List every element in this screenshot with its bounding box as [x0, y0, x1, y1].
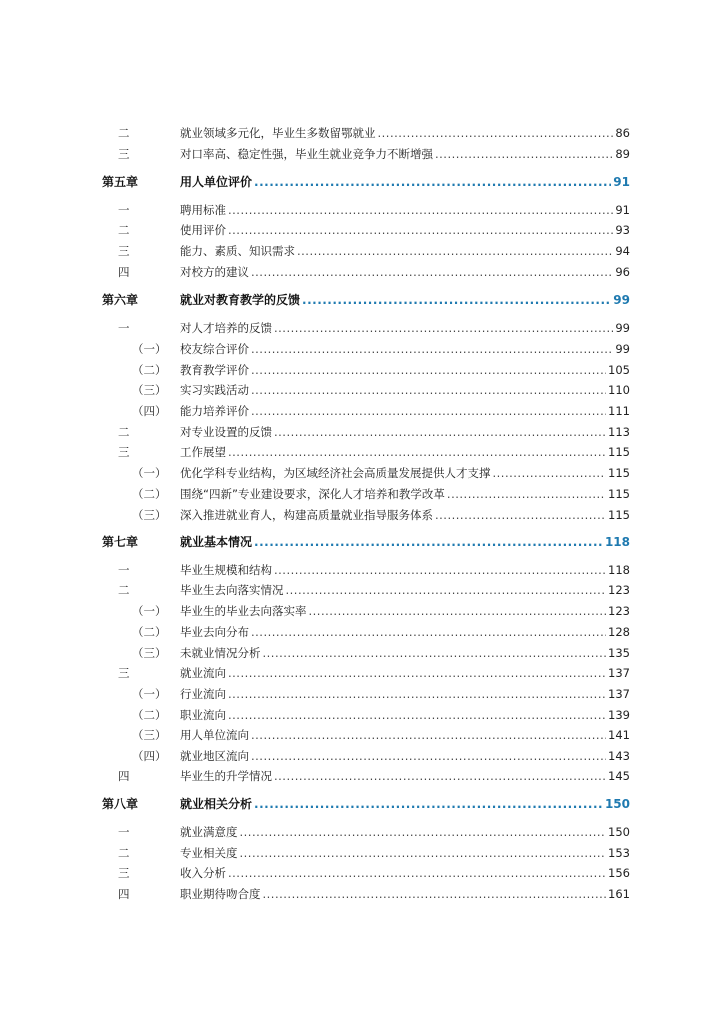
dot-leader: [228, 220, 613, 240]
dot-leader: [435, 505, 606, 525]
toc-entry[interactable]: [0, 663, 724, 683]
toc-entry-page-number: 115: [608, 487, 630, 501]
toc-entry[interactable]: [0, 822, 724, 842]
dot-leader: [228, 663, 606, 683]
toc-entry-page-number: 111: [608, 404, 630, 418]
toc-entry-page-number: 143: [608, 749, 630, 763]
dot-leader: [228, 863, 606, 883]
toc-entry-title: 就业地区流向: [180, 749, 249, 763]
toc-chapter-entry[interactable]: [0, 794, 724, 814]
toc-entry[interactable]: [0, 560, 724, 580]
toc-entry-number: 三: [118, 147, 130, 161]
toc-entry-number: 一: [118, 203, 130, 217]
toc-entry[interactable]: [0, 705, 724, 725]
toc-entry-page-number: 94: [615, 244, 630, 258]
toc-entry-page-number: 123: [608, 583, 630, 597]
dot-leader: [251, 725, 606, 745]
toc-entry[interactable]: [0, 360, 724, 380]
toc-entry-title: 校友综合评价: [180, 342, 249, 356]
toc-entry-page-number: 115: [608, 466, 630, 480]
toc-entry-page-number: 141: [608, 728, 630, 742]
toc-entry-number: （三）: [132, 646, 167, 660]
dot-leader: [274, 318, 613, 338]
toc-entry-title: 就业流向: [180, 666, 226, 680]
toc-entry-number: （一）: [132, 604, 167, 618]
toc-entry-title: 深入推进就业育人，构建高质量就业指导服务体系: [180, 508, 433, 522]
toc-entry-title: 毕业生规模和结构: [180, 563, 272, 577]
toc-entry-title: 使用评价: [180, 223, 226, 237]
toc-entry-number: （二）: [132, 487, 167, 501]
toc-entry-number: 第六章: [102, 293, 139, 307]
toc-entry-title: 专业相关度: [180, 846, 238, 860]
toc-entry-number: （三）: [132, 728, 167, 742]
toc-entry-title: 用人单位流向: [180, 728, 249, 742]
toc-entry-page-number: 145: [608, 769, 630, 783]
toc-entry-page-number: 91: [615, 203, 630, 217]
dot-leader: [274, 766, 606, 786]
toc-entry[interactable]: [0, 884, 724, 904]
toc-entry-number: （二）: [132, 363, 167, 377]
toc-entry-page-number: 115: [608, 445, 630, 459]
toc-entry-title: 毕业生去向落实情况: [180, 583, 284, 597]
dot-leader: [251, 401, 606, 421]
toc-entry-number: （四）: [132, 404, 167, 418]
toc-entry[interactable]: [0, 746, 724, 766]
toc-entry-title: 行业流向: [180, 687, 226, 701]
toc-entry-page-number: 128: [608, 625, 630, 639]
dot-leader: [251, 262, 613, 282]
toc-entry-number: 一: [118, 825, 130, 839]
toc-entry-page-number: 110: [608, 383, 630, 397]
toc-entry-page-number: 96: [615, 265, 630, 279]
toc-entry-number: （三）: [132, 383, 167, 397]
toc-entry-title: 对专业设置的反馈: [180, 425, 272, 439]
toc-entry-title: 就业领域多元化，毕业生多数留鄂就业: [180, 126, 376, 140]
toc-entry-number: 第八章: [102, 797, 139, 811]
dot-leader: [251, 622, 606, 642]
toc-entry-number: 四: [118, 887, 130, 901]
dot-leader: [251, 360, 606, 380]
dot-leader: [302, 290, 611, 310]
toc-entry-page-number: 113: [608, 425, 630, 439]
toc-entry-number: 四: [118, 769, 130, 783]
toc-entry-page-number: 137: [608, 666, 630, 680]
toc-entry-number: 第五章: [102, 175, 139, 189]
dot-leader: [228, 705, 606, 725]
toc-entry-page-number: 105: [608, 363, 630, 377]
toc-chapter-entry[interactable]: [0, 172, 724, 192]
dot-leader: [263, 643, 607, 663]
toc-entry-title: 就业对教育教学的反馈: [180, 293, 301, 307]
dot-leader: [240, 822, 607, 842]
toc-entry-title: 能力、素质、知识需求: [180, 244, 295, 258]
dot-leader: [493, 463, 607, 483]
dot-leader: [228, 200, 613, 220]
toc-entry-title: 收入分析: [180, 866, 226, 880]
toc-entry[interactable]: [0, 144, 724, 164]
toc-entry[interactable]: [0, 339, 724, 359]
toc-entry-number: 二: [118, 223, 130, 237]
toc-entry-title: 聘用标准: [180, 203, 226, 217]
toc-entry-page-number: 118: [604, 535, 630, 549]
toc-entry-number: 一: [118, 563, 130, 577]
toc-entry[interactable]: [0, 200, 724, 220]
toc-entry-page-number: 123: [608, 604, 630, 618]
toc-entry-title: 能力培养评价: [180, 404, 249, 418]
toc-entry-number: 三: [118, 244, 130, 258]
toc-entry-page-number: 99: [615, 321, 630, 335]
dot-leader: [254, 794, 603, 814]
toc-entry[interactable]: [0, 123, 724, 143]
toc-entry-title: 围绕“四新”专业建设要求，深化人才培养和教学改革: [180, 487, 445, 501]
toc-entry-number: 三: [118, 445, 130, 459]
toc-entry[interactable]: [0, 843, 724, 863]
toc-entry-number: 二: [118, 846, 130, 860]
toc-entry-title: 毕业去向分布: [180, 625, 249, 639]
toc-entry[interactable]: [0, 442, 724, 462]
toc-entry-number: （四）: [132, 749, 167, 763]
toc-entry-number: 三: [118, 666, 130, 680]
toc-entry-title: 优化学科专业结构，为区域经济社会高质量发展提供人才支撑: [180, 466, 491, 480]
toc-entry-title: 就业相关分析: [180, 797, 253, 811]
toc-entry-page-number: 118: [608, 563, 630, 577]
toc-entry-page-number: 86: [615, 126, 630, 140]
toc-entry[interactable]: [0, 643, 724, 663]
dot-leader: [228, 684, 606, 704]
toc-entry[interactable]: [0, 220, 724, 240]
toc-entry[interactable]: [0, 318, 724, 338]
toc-entry[interactable]: [0, 505, 724, 525]
toc-entry-page-number: 89: [615, 147, 630, 161]
toc-entry-number: （一）: [132, 466, 167, 480]
toc-entry-number: （二）: [132, 625, 167, 639]
toc-entry-page-number: 137: [608, 687, 630, 701]
toc-entry-number: 第七章: [102, 535, 139, 549]
dot-leader: [251, 746, 606, 766]
toc-entry-number: 一: [118, 321, 130, 335]
toc-entry-title: 教育教学评价: [180, 363, 249, 377]
dot-leader: [435, 144, 613, 164]
toc-entry-page-number: 139: [608, 708, 630, 722]
dot-leader: [254, 532, 603, 552]
toc-chapter-entry[interactable]: [0, 532, 724, 552]
toc-entry-number: （二）: [132, 708, 167, 722]
toc-entry-title: 对人才培养的反馈: [180, 321, 272, 335]
toc-entry[interactable]: [0, 380, 724, 400]
dot-leader: [274, 422, 606, 442]
toc-entry-number: 三: [118, 866, 130, 880]
dot-leader: [228, 442, 606, 462]
dot-leader: [309, 601, 607, 621]
dot-leader: [297, 241, 613, 261]
toc-entry-title: 毕业生的毕业去向落实率: [180, 604, 307, 618]
toc-entry[interactable]: [0, 622, 724, 642]
dot-leader: [447, 484, 606, 504]
toc-entry-page-number: 156: [608, 866, 630, 880]
toc-entry-page-number: 91: [613, 175, 630, 189]
toc-entry-page-number: 93: [615, 223, 630, 237]
toc-entry-title: 毕业生的升学情况: [180, 769, 272, 783]
toc-entry[interactable]: [0, 422, 724, 442]
toc-entry-number: 二: [118, 583, 130, 597]
toc-entry[interactable]: [0, 684, 724, 704]
dot-leader: [251, 339, 613, 359]
toc-entry-title: 用人单位评价: [180, 175, 253, 189]
dot-leader: [378, 123, 614, 143]
toc-entry-number: 二: [118, 126, 130, 140]
toc-entry-number: 二: [118, 425, 130, 439]
toc-entry-title: 对校方的建议: [180, 265, 249, 279]
toc-entry-title: 就业满意度: [180, 825, 238, 839]
toc-entry-page-number: 115: [608, 508, 630, 522]
toc-entry-page-number: 99: [613, 293, 630, 307]
toc-entry-number: （一）: [132, 687, 167, 701]
toc-entry-page-number: 153: [608, 846, 630, 860]
toc-entry-number: （一）: [132, 342, 167, 356]
toc-entry-page-number: 161: [608, 887, 630, 901]
toc-entry[interactable]: [0, 463, 724, 483]
toc-entry-page-number: 150: [604, 797, 630, 811]
dot-leader: [286, 580, 607, 600]
toc-entry[interactable]: [0, 601, 724, 621]
toc-entry-title: 工作展望: [180, 445, 226, 459]
toc-entry-title: 职业期待吻合度: [180, 887, 261, 901]
dot-leader: [240, 843, 607, 863]
dot-leader: [254, 172, 611, 192]
toc-entry-page-number: 99: [615, 342, 630, 356]
toc-entry-title: 对口率高、稳定性强，毕业生就业竞争力不断增强: [180, 147, 433, 161]
toc-entry[interactable]: [0, 580, 724, 600]
toc-entry[interactable]: [0, 484, 724, 504]
dot-leader: [263, 884, 607, 904]
toc-entry-title: 实习实践活动: [180, 383, 249, 397]
toc-entry-title: 未就业情况分析: [180, 646, 261, 660]
toc-chapter-entry[interactable]: [0, 290, 724, 310]
toc-entry[interactable]: [0, 262, 724, 282]
toc-entry[interactable]: [0, 241, 724, 261]
toc-entry-number: （三）: [132, 508, 167, 522]
toc-entry-title: 职业流向: [180, 708, 226, 722]
toc-entry[interactable]: [0, 401, 724, 421]
toc-entry-page-number: 150: [608, 825, 630, 839]
toc-entry-page-number: 135: [608, 646, 630, 660]
dot-leader: [274, 560, 606, 580]
toc-entry-title: 就业基本情况: [180, 535, 253, 549]
dot-leader: [251, 380, 606, 400]
toc-entry[interactable]: [0, 725, 724, 745]
toc-entry-number: 四: [118, 265, 130, 279]
toc-entry[interactable]: [0, 766, 724, 786]
toc-entry[interactable]: [0, 863, 724, 883]
